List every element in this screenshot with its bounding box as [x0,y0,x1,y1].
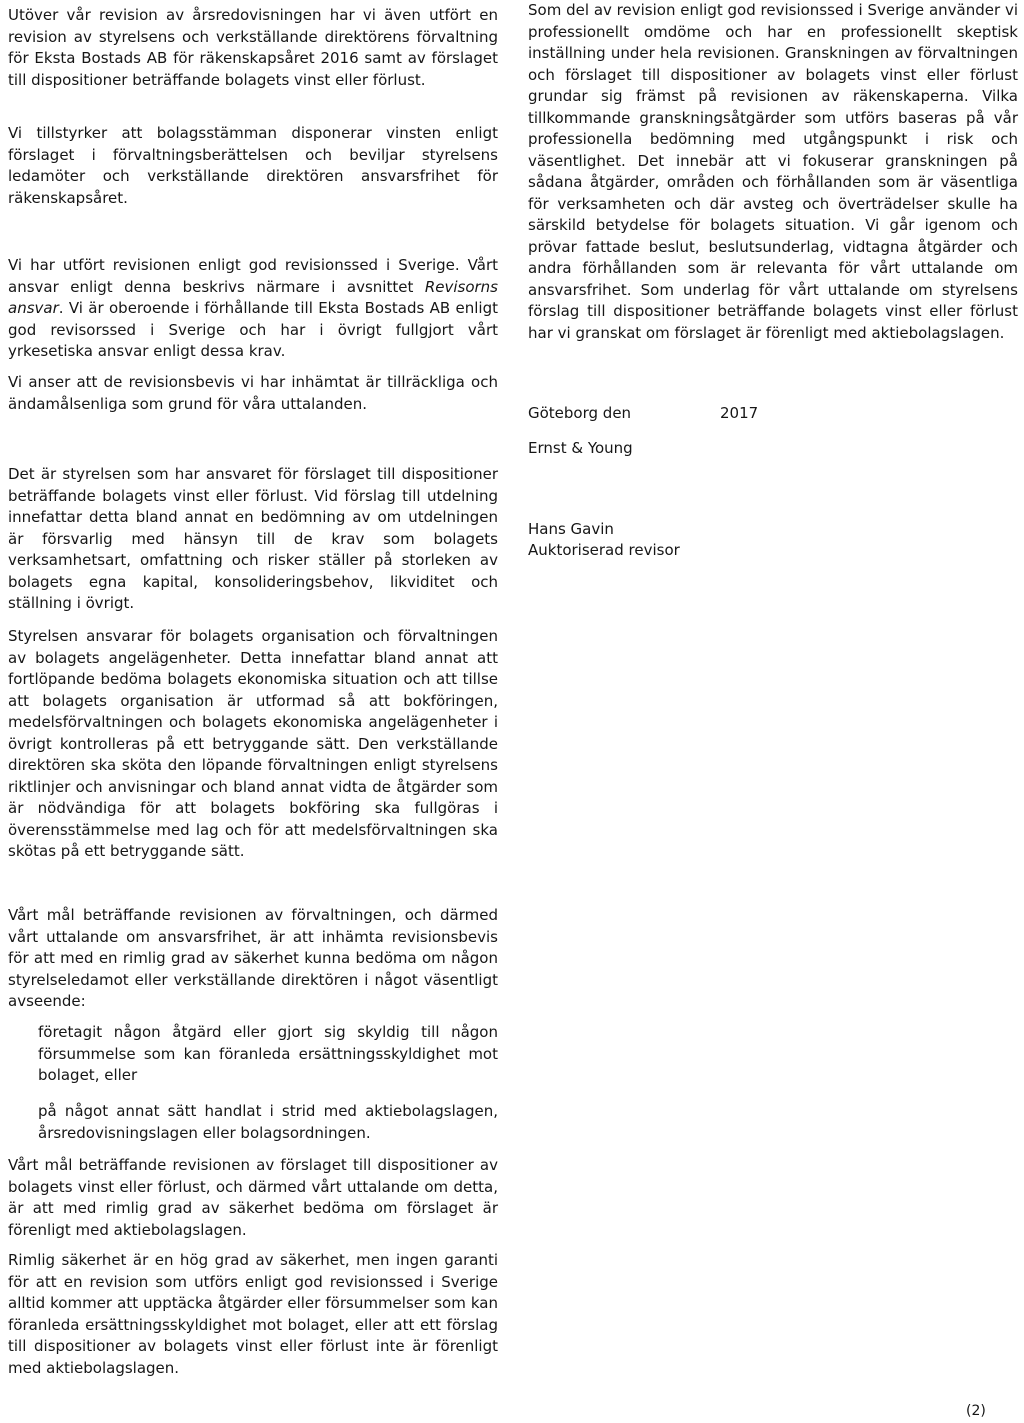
intro-paragraph: Utöver vår revision av årsredovisningen har vi även utfört en revision av styrelsens och verkställande direktörens förvaltning för Eksta Bostads AB för räkenskapsåret 2016 samt av förslaget till dispositioner beträffande bolagets vinst eller förlust. [8,6,498,89]
criteria-item-violation: på något annat sätt handlat i strid med aktiebolagslagen, årsredovisningslagen eller bolagsordningen. [38,1102,498,1142]
opinion-paragraph: Vi tillstyrker att bolagsstämman disponerar vinsten enligt förslaget i förvaltningsberättelsen och beviljar styrelsens ledamöter och verkställande direktören ansvarsfrihet för räkenskapsåret. [8,124,498,207]
audit-objective-paragraph: Vårt mål beträffande revisionen av förvaltningen, och därmed vårt uttalande om ansvarsfrihet, är att inhämta revisionsbevis för att med en rimlig grad av säkerhet kunna bedöma om någon styrelseledamot eller verkställande direktören i något väsentligt avseende: [8,906,498,1010]
criteria-item-negligence: företagit någon åtgärd eller gjort sig skyldig till någon försummelse som kan föranleda ersättningsskyldighet mot bolaget, eller [38,1023,498,1084]
signer-title: Auktoriserad revisor [528,541,680,559]
audit-firm-name: Ernst & Young [528,439,633,457]
basis-paragraph [8,255,498,363]
board-organisation-paragraph: Styrelsen ansvarar för bolagets organisation och förvaltningen av bolagets angelägenheter. Detta innefattar bland annat att fortlöpande bedöma bolagets ekonomiska situation och att tillse att bolagets organisation är utformad så att bokföringen, medelsförvaltningen och bolagets ekonomiska angelägenheter i övrigt kontrolleras på ett betryggande sätt. Den verkställande direktören ska sköta den löpande förvaltningen enligt styrelsens riktlinjer och anvisningar och bland annat vidta de åtgärder som är nödvändiga för att bolagets bokföring ska fullgöras i överensstämmelse med lag och för att medelsförvaltningen ska skötas på ett betryggande sätt. [8,627,498,860]
board-responsibility-paragraph: Det är styrelsen som har ansvaret för förslaget till dispositioner beträffande bolagets vinst eller förlust. Vid förslag till utdelning innefattar detta bland annat en bedömning av om utdelningen är försvarlig med hänsyn till de krav som bolagets verksamhetsart, omfattning och risker ställer på storleken av bolagets egna kapital, konsolideringsbehov, likviditet och ställning i övrigt. [8,465,498,612]
page-number: (2) [966,1403,986,1419]
evidence-paragraph: Vi anser att de revisionsbevis vi har inhämtat är tillräckliga och ändamålsenliga som grund för våra uttalanden. [8,373,498,413]
basis-text-end: . Vi är oberoende i förhållande till Eksta Bostads AB enligt god revisorssed i Sverige och har i övrigt fullgjort vårt yrkesetiska ansvar enligt dessa krav. [8,299,498,360]
auditor-responsibility-reference: Revisorns ansvar [8,277,498,317]
audit-approach-paragraph: Som del av revision enligt god revisionssed i Sverige använder vi professionellt omdöme och har en professionellt skeptisk inställning under hela revisionen. Granskningen av förvaltningen och förslaget till dispositioner av bolagets vinst eller förlust grundar sig främst på revisionen av räkenskaperna. Vilka tillkommande granskningsåtgärder som utförs baseras på vår professionella bedömning med utgångspunkt i risk och väsentlighet. Det innebär att vi fokuserar granskningen på sådana åtgärder, områden och förhållanden som är väsentliga för verksamheten och där avsteg och överträdelser skulle ha särskild betydelse för bolagets situation. Vi går igenom och prövar fattade beslut, beslutsunderlag, vidtagna åtgärder och andra förhållanden som är relevanta för vårt uttalande om ansvarsfrihet. Som underlag för vårt uttalande om styrelsens förslag till dispositioner beträffande bolagets vinst eller förlust har vi granskat om förslaget är förenligt med aktiebolagslagen. [528,1,1018,342]
proposal-objective-paragraph: Vårt mål beträffande revisionen av förslaget till dispositioner av bolagets vinst eller förlust, och därmed vårt uttalande om detta, är att med rimlig grad av säkerhet bedöma om förslaget är förenligt med aktiebolagslagen. [8,1156,498,1239]
basis-text-start: Vi har utfört revisionen enligt god revisionssed i Sverige. Vårt ansvar enligt denna beskrivs närmare i avsnittet [8,256,498,296]
signing-year: 2017 [720,404,759,422]
signer-name: Hans Gavin [528,520,614,538]
reasonable-assurance-paragraph: Rimlig säkerhet är en hög grad av säkerhet, men ingen garanti för att en revision som utförs enligt god revisionssed i Sverige alltid kommer att upptäcka åtgärder eller försummelser som kan föranleda ersättningsskyldighet mot bolaget, eller att ett förslag till dispositioner av bolagets vinst eller förlust inte är förenligt med aktiebolagslagen. [8,1251,498,1377]
signing-place: Göteborg den [528,404,632,422]
